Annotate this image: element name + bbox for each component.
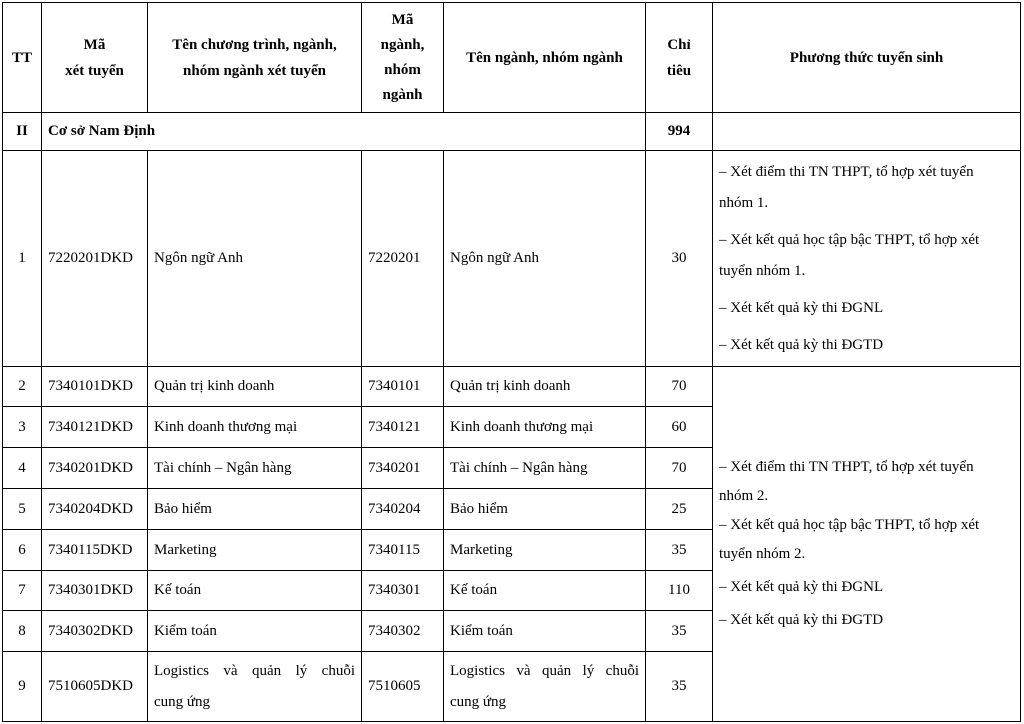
row-ma-xet-tuyen: 7340204DKD bbox=[42, 489, 148, 530]
row-chi-tieu: 35 bbox=[646, 530, 713, 571]
header-tt: TT bbox=[3, 3, 42, 113]
row-chuong-trinh: Ngôn ngữ Anh bbox=[148, 151, 362, 367]
row-ma-xet-tuyen: 7340115DKD bbox=[42, 530, 148, 571]
row-chuong-trinh: Quản trị kinh doanh bbox=[148, 367, 362, 407]
row-ma-xet-tuyen: 7340101DKD bbox=[42, 367, 148, 407]
header-ten-chuong-trinh: Tên chương trình, ngành, nhóm ngành xét tuyển bbox=[148, 3, 362, 113]
row-chuong-trinh: Kế toán bbox=[148, 571, 362, 611]
section-name: Cơ sở Nam Định bbox=[42, 113, 646, 151]
row-ma-xet-tuyen: 7340301DKD bbox=[42, 571, 148, 611]
row-ten-nganh: Kế toán bbox=[444, 571, 646, 611]
row-ma-nganh: 7340302 bbox=[362, 611, 444, 652]
header-ma-xet-tuyen: Mã xét tuyển bbox=[42, 3, 148, 113]
header-ma-nganh: Mã ngành, nhóm ngành bbox=[362, 3, 444, 113]
row-tt: 2 bbox=[3, 367, 42, 407]
row-ma-xet-tuyen: 7510605DKD bbox=[42, 652, 148, 722]
row-chi-tieu: 35 bbox=[646, 611, 713, 652]
section-tt: II bbox=[3, 113, 42, 151]
section-row bbox=[3, 113, 1021, 151]
row-chi-tieu: 60 bbox=[646, 407, 713, 448]
row-tt: 5 bbox=[3, 489, 42, 530]
row-ma-xet-tuyen: 7340201DKD bbox=[42, 448, 148, 489]
admission-table bbox=[2, 2, 1021, 722]
row-ma-nganh: 7340101 bbox=[362, 367, 444, 407]
header-chi-tieu: Chỉ tiêu bbox=[646, 3, 713, 113]
row-tt: 9 bbox=[3, 652, 42, 722]
row-ten-nganh: Tài chính – Ngân hàng bbox=[444, 448, 646, 489]
row-tt: 7 bbox=[3, 571, 42, 611]
section-empty bbox=[713, 113, 1021, 151]
row-ma-nganh: 7510605 bbox=[362, 652, 444, 722]
row-ten-nganh: Kinh doanh thương mại bbox=[444, 407, 646, 448]
row-ten-nganh: Marketing bbox=[444, 530, 646, 571]
row-chi-tieu: 110 bbox=[646, 571, 713, 611]
row-tt: 1 bbox=[3, 151, 42, 367]
row-chuong-trinh: Logistics và quản lý chuỗi cung ứng bbox=[148, 652, 362, 722]
row-ma-nganh: 7340301 bbox=[362, 571, 444, 611]
row-tt: 3 bbox=[3, 407, 42, 448]
header-phuong-thuc: Phương thức tuyển sinh bbox=[713, 3, 1021, 113]
row-chuong-trinh: Tài chính – Ngân hàng bbox=[148, 448, 362, 489]
row-ma-nganh: 7340201 bbox=[362, 448, 444, 489]
header-ten-nganh: Tên ngành, nhóm ngành bbox=[444, 3, 646, 113]
header-row bbox=[3, 3, 1021, 113]
row-ma-nganh: 7220201 bbox=[362, 151, 444, 367]
row-ma-nganh: 7340204 bbox=[362, 489, 444, 530]
row-chi-tieu: 25 bbox=[646, 489, 713, 530]
row-tt: 6 bbox=[3, 530, 42, 571]
methods-group-1: – Xét điểm thi TN THPT, tổ hợp xét tuyển nhóm 1. – Xét kết quả học tập bậc THPT, tổ hợp xét tuyển nhóm 1. – Xét kết quả kỳ thi ĐGNL – Xét kết quả kỳ thi ĐGTD bbox=[713, 151, 1021, 367]
row-chi-tieu: 35 bbox=[646, 652, 713, 722]
row-chi-tieu: 70 bbox=[646, 367, 713, 407]
row-chuong-trinh: Kiểm toán bbox=[148, 611, 362, 652]
row-chuong-trinh: Marketing bbox=[148, 530, 362, 571]
row-ma-xet-tuyen: 7340302DKD bbox=[42, 611, 148, 652]
row-ten-nganh: Bảo hiểm bbox=[444, 489, 646, 530]
table-row bbox=[3, 151, 1021, 367]
row-ma-xet-tuyen: 7340121DKD bbox=[42, 407, 148, 448]
row-ten-nganh: Logistics và quản lý chuỗi cung ứng bbox=[444, 652, 646, 722]
row-tt: 8 bbox=[3, 611, 42, 652]
row-chi-tieu: 70 bbox=[646, 448, 713, 489]
table-row bbox=[3, 367, 1021, 407]
row-chuong-trinh: Bảo hiểm bbox=[148, 489, 362, 530]
row-chuong-trinh: Kinh doanh thương mại bbox=[148, 407, 362, 448]
methods-group-2: – Xét điểm thi TN THPT, tổ hợp xét tuyển nhóm 2. – Xét kết quả học tập bậc THPT, tổ hợp xét tuyển nhóm 2. – Xét kết quả kỳ thi ĐGNL – Xét kết quả kỳ thi ĐGTD bbox=[713, 367, 1021, 722]
row-ma-nganh: 7340121 bbox=[362, 407, 444, 448]
row-ten-nganh: Ngôn ngữ Anh bbox=[444, 151, 646, 367]
row-ma-xet-tuyen: 7220201DKD bbox=[42, 151, 148, 367]
row-tt: 4 bbox=[3, 448, 42, 489]
row-chi-tieu: 30 bbox=[646, 151, 713, 367]
row-ten-nganh: Kiểm toán bbox=[444, 611, 646, 652]
row-ma-nganh: 7340115 bbox=[362, 530, 444, 571]
row-ten-nganh: Quản trị kinh doanh bbox=[444, 367, 646, 407]
section-total: 994 bbox=[646, 113, 713, 151]
